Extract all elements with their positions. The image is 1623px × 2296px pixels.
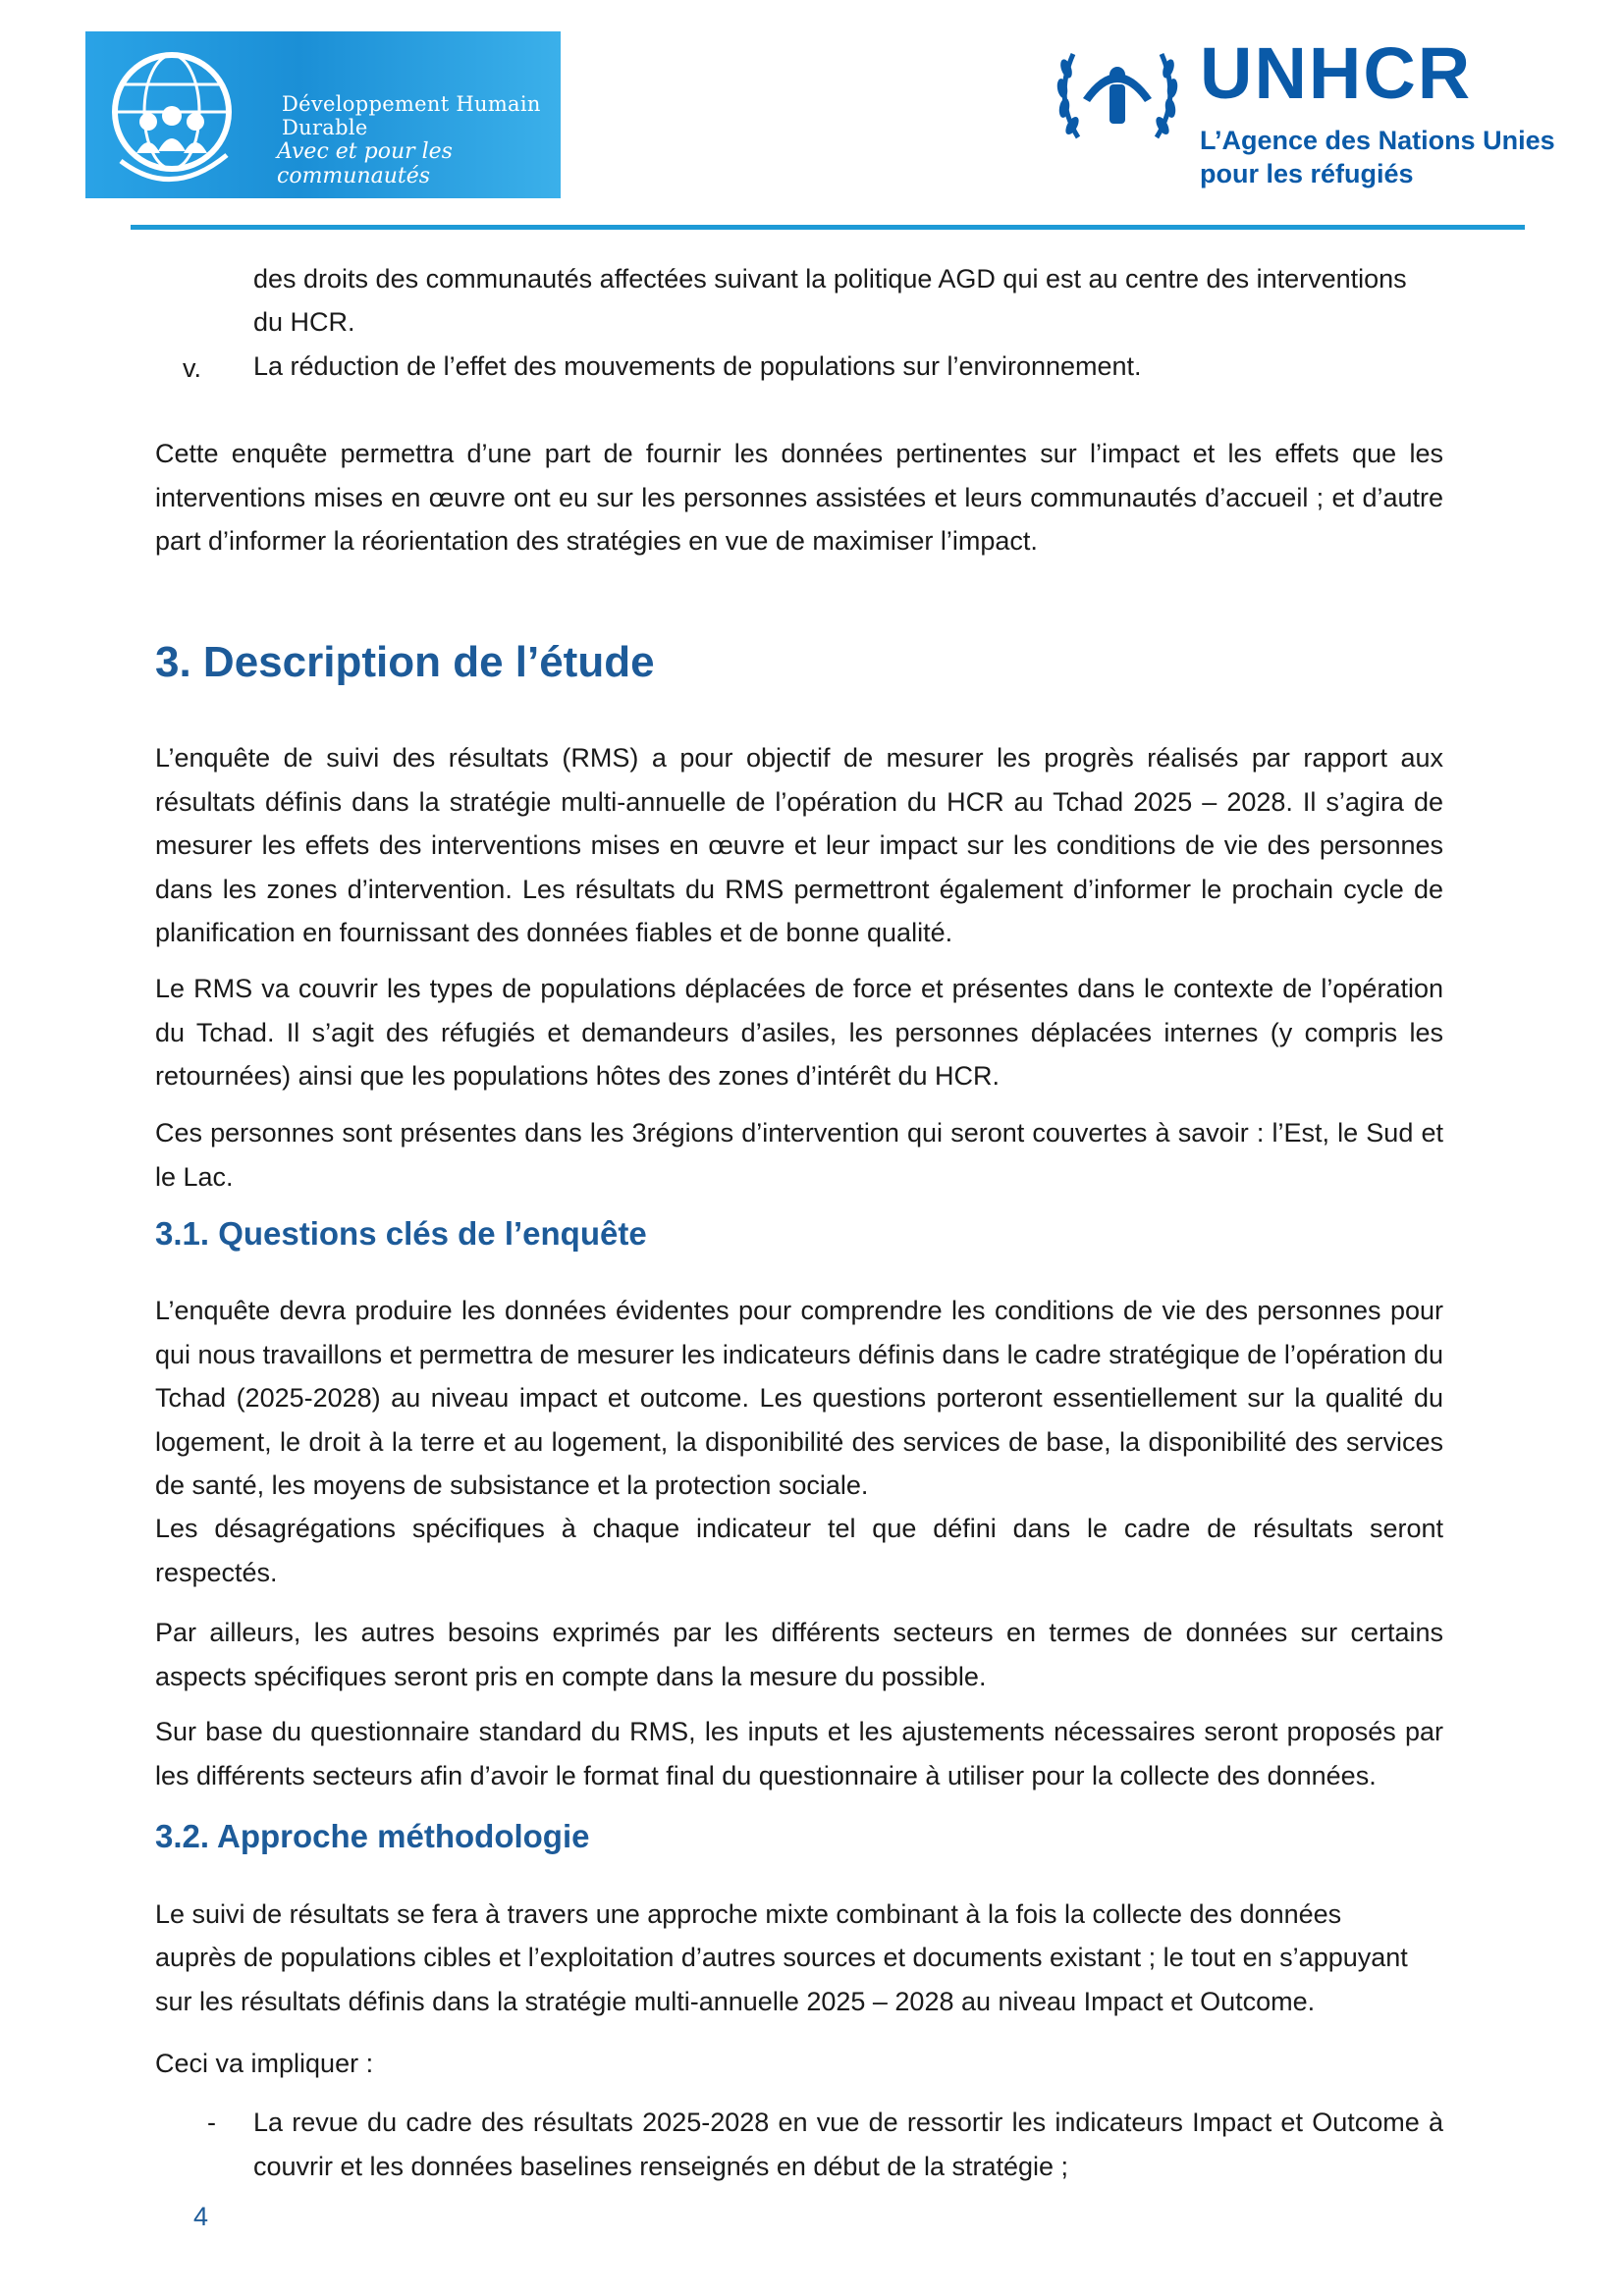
- dhd-name: Développement Humain Durable: [282, 92, 541, 139]
- section-3-1-paragraph-3: Par ailleurs, les autres besoins exprimés par les différents secteurs en termes de données sur certains aspects spécifiques seront pris en compte dans la mesure du possible.: [155, 1618, 1443, 1691]
- unhcr-emblem-icon: [1049, 39, 1186, 157]
- list-item-continuation-line1: des droits des communautés affectées suivant la politique AGD qui est au centre des interventions: [253, 264, 1407, 294]
- page-number: 4: [193, 2202, 209, 2231]
- section-3-2-paragraph-1-line2: auprès de populations cibles et l’exploitation d’autres sources et documents existant ; le tout en s’appuyant: [155, 1943, 1408, 1972]
- section-3-1-paragraph-1: L’enquête devra produire les données évidentes pour comprendre les conditions de vie des personnes pour qui nous travaillons et permettra de mesurer les indicateurs définis dans le cadre stratégique de l’opération du Tchad (2025-2028) au niveau impact et outcome. Les questions porteront essentiellement sur la qualité du logement, le droit à la terre et au logement, la disponibilité des services de base, la disponibilité des services de santé, les moyens de subsistance et la protection sociale.: [155, 1296, 1443, 1500]
- section-3-heading: 3. Description de l’étude: [155, 638, 655, 686]
- section-3-1-heading: 3.1. Questions clés de l’enquête: [155, 1215, 647, 1252]
- unhcr-tagline-line1: L’Agence des Nations Unies: [1200, 126, 1555, 155]
- section-3-2-paragraph-2: Ceci va impliquer :: [155, 2049, 374, 2078]
- unhcr-wordmark: UNHCR: [1200, 32, 1473, 114]
- unhcr-tagline-line2: pour les réfugiés: [1200, 159, 1414, 188]
- dhd-logo: [85, 31, 561, 198]
- section-3-paragraph-1: L’enquête de suivi des résultats (RMS) a pour objectif de mesurer les progrès réalisés par rapport aux résultats définis dans la stratégie multi-annuelle de l’opération du HCR au Tchad 2025 – 2028. Il s’agira de mesurer les effets des interventions mises en œuvre et leur impact sur les conditions de vie des personnes dans les zones d’intervention. Les résultats du RMS permettront également d’informer le prochain cycle de planification en fournissant des données fiables et de bonne qualité.: [155, 743, 1443, 947]
- bullet-marker: -: [207, 2108, 216, 2137]
- bullet-item-1: La revue du cadre des résultats 2025-2028 en vue de ressortir les indicateurs Impact et Outcome à couvrir et les données baselines renseignés en début de la stratégie ;: [253, 2108, 1443, 2181]
- section-3-1-paragraph-4: Sur base du questionnaire standard du RMS, les inputs et les ajustements nécessaires seront proposés par les différents secteurs afin d’avoir le format final du questionnaire à utiliser pour la collecte des données.: [155, 1717, 1443, 1790]
- section-3-2-paragraph-1-line3: sur les résultats définis dans la stratégie multi-annuelle 2025 – 2028 au niveau Impact et Outcome.: [155, 1987, 1316, 2016]
- intro-paragraph: Cette enquête permettra d’une part de fournir les données pertinentes sur l’impact et les effets que les interventions mises en œuvre ont eu sur les personnes assistées et leurs communautés d’accueil ; et d’autre part d’informer la réorientation des stratégies en vue de maximiser l’impact.: [155, 439, 1443, 556]
- header-divider: [131, 225, 1525, 230]
- section-3-paragraph-2: Le RMS va couvrir les types de populations déplacées de force et présentes dans le contexte de l’opération du Tchad. Il s’agit des réfugiés et demandeurs d’asiles, les personnes déplacées internes (y compris les retournées) ainsi que les populations hôtes des zones d’intérêt du HCR.: [155, 974, 1443, 1091]
- globe-people-icon: [101, 43, 248, 190]
- section-3-1-paragraph-2: Les désagrégations spécifiques à chaque indicateur tel que défini dans le cadre de résultats seront respectés.: [155, 1514, 1443, 1587]
- list-item-continuation-line2: du HCR.: [253, 307, 355, 337]
- dhd-slogan: Avec et pour les communautés: [277, 139, 453, 188]
- list-item-v-text: La réduction de l’effet des mouvements de populations sur l’environnement.: [253, 351, 1142, 381]
- section-3-2-paragraph-1-line1: Le suivi de résultats se fera à travers une approche mixte combinant à la fois la collecte des données: [155, 1899, 1342, 1929]
- section-3-2-heading: 3.2. Approche méthodologie: [155, 1818, 590, 1854]
- list-marker-v: v.: [183, 353, 201, 383]
- section-3-paragraph-3: Ces personnes sont présentes dans les 3régions d’intervention qui seront couvertes à savoir : l’Est, le Sud et le Lac.: [155, 1118, 1443, 1192]
